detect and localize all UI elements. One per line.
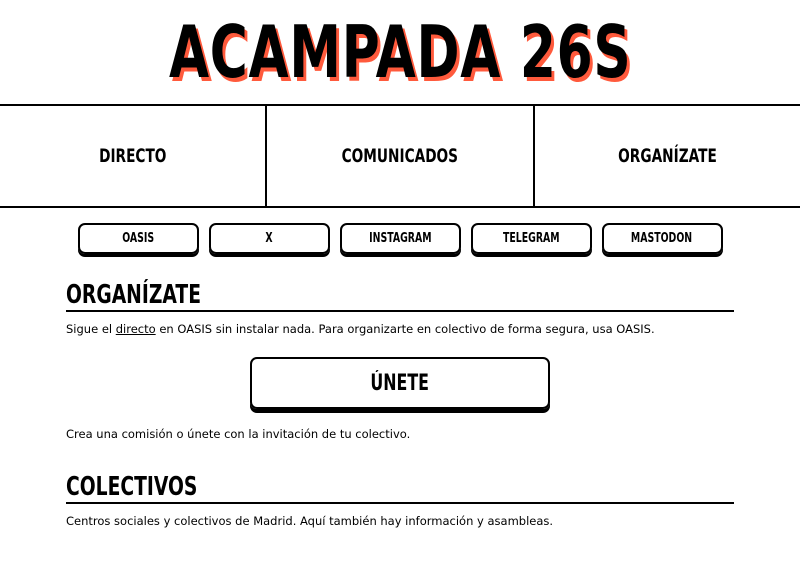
social-links bbox=[0, 223, 800, 254]
nav-item-comunicados[interactable] bbox=[265, 106, 532, 206]
social-button-x[interactable] bbox=[209, 223, 330, 254]
nav-item-label: ORGANÍZATE bbox=[617, 145, 717, 167]
site-header bbox=[0, 0, 800, 104]
nav-item-organizate[interactable] bbox=[533, 106, 800, 206]
nav-item-label: DIRECTO bbox=[98, 145, 167, 167]
join-button[interactable] bbox=[250, 357, 550, 409]
social-label: X bbox=[265, 231, 273, 246]
site-title: ACAMPADA 26S bbox=[168, 10, 632, 94]
colectivos-title: COLECTIVOS bbox=[66, 472, 734, 504]
main-content bbox=[0, 280, 800, 529]
social-button-instagram[interactable] bbox=[340, 223, 461, 254]
organizate-section bbox=[66, 280, 734, 442]
join-caption: Crea una comisión o únete con la invitación de tu colectivo. bbox=[66, 427, 411, 441]
social-button-oasis[interactable] bbox=[78, 223, 199, 254]
social-label: OASIS bbox=[122, 231, 154, 246]
colectivos-text: Centros sociales y colectivos de Madrid. Aquí también hay información y asambleas. bbox=[66, 514, 554, 528]
main-nav bbox=[0, 104, 800, 208]
social-label: MASTODON bbox=[631, 231, 693, 246]
social-button-telegram[interactable] bbox=[471, 223, 592, 254]
nav-item-directo[interactable] bbox=[0, 106, 265, 206]
social-button-mastodon[interactable] bbox=[602, 223, 723, 254]
colectivos-section bbox=[66, 472, 734, 529]
social-label: TELEGRAM bbox=[502, 231, 560, 246]
directo-link[interactable]: directo bbox=[115, 322, 156, 336]
join-button-label: ÚNETE bbox=[370, 370, 430, 396]
organizate-title: ORGANÍZATE bbox=[66, 280, 734, 312]
nav-item-label: COMUNICADOS bbox=[341, 145, 459, 167]
organizate-text: Sigue el directo en OASIS sin instalar nada. Para organizarte en colectivo de forma segura, usa OASIS. bbox=[66, 322, 655, 336]
social-label: INSTAGRAM bbox=[368, 231, 432, 246]
